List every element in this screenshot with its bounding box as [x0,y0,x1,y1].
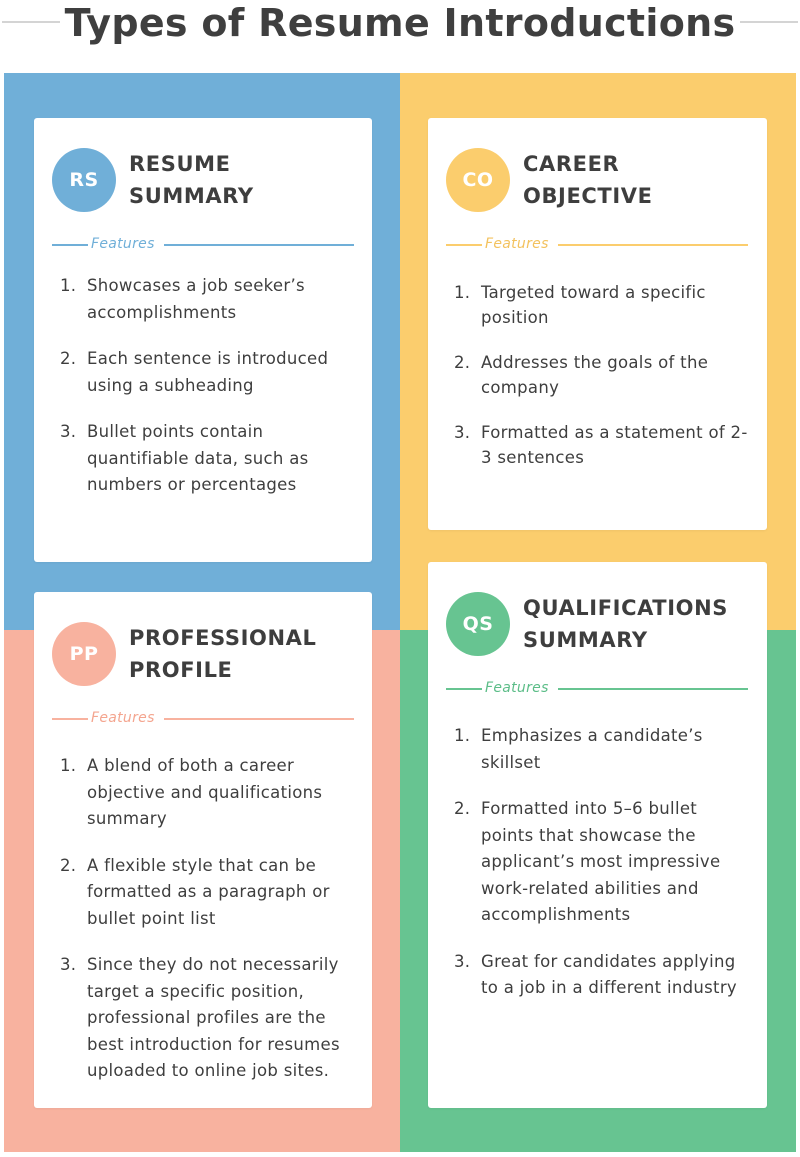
title-divider-right [740,21,798,23]
features-label: Features [91,236,155,252]
list-item [450,949,755,1002]
list-item-text: Showcases a job seeker’s accomplishments [87,276,305,322]
qualifications-summary-features-divider [446,680,748,696]
list-item [450,723,755,776]
qualifications-summary-badge: QS [446,592,510,656]
list-item [450,420,750,470]
qualifications-summary-feature-list [450,723,755,1022]
card-resume-summary [34,118,372,562]
features-line-right [164,244,354,246]
list-item [56,753,361,833]
list-item-text: A flexible style that can be formatted as a paragraph or bullet point list [87,855,330,928]
career-objective-features-divider [446,236,748,252]
career-objective-badge: CO [446,148,510,212]
header [0,0,800,54]
list-item-number: 1. [454,726,471,745]
features-line-left [52,244,88,246]
list-item-number: 2. [60,855,77,875]
resume-summary-title: RESUME SUMMARY [129,152,254,208]
page-title: Types of Resume Introductions [64,1,736,45]
list-item-number: 3. [454,423,471,442]
list-item-text: Since they do not necessarily target a specific position, professional profiles are the best introduction for resumes uploaded to online job sites. [87,955,340,1080]
professional-profile-features-divider [52,710,354,726]
list-item [450,796,755,929]
list-item-number: 1. [454,283,471,302]
title-divider-left [2,21,60,23]
list-item-text: Formatted into 5–6 bullet points that showcase the applicant’s most impressive work-related abilities and accomplishments [481,799,721,924]
resume-summary-feature-list [56,273,356,519]
list-item [56,419,356,499]
list-item-text: Emphasizes a candidate’s skillset [481,726,703,772]
features-label: Features [485,236,549,252]
list-item-number: 2. [454,353,471,372]
list-item [56,273,356,326]
resume-summary-badge: RS [52,148,116,212]
card-career-objective [428,118,767,530]
list-item-number: 1. [60,276,77,295]
list-item-number: 3. [60,422,77,441]
list-item-text: Great for candidates applying to a job in a different industry [481,951,737,997]
list-item-text: Formatted as a statement of 2-3 sentences [481,423,748,467]
qualifications-summary-title: QUALIFICATIONS SUMMARY [523,596,728,652]
features-line-left [446,244,482,246]
list-item-text: Bullet points contain quantifiable data, such as numbers or percentages [87,422,309,494]
features-line-left [446,688,482,690]
features-label: Features [91,710,155,726]
list-item-text: Addresses the goals of the company [481,353,709,397]
list-item-number: 3. [454,951,471,971]
features-line-left [52,718,88,720]
professional-profile-feature-list [56,753,361,1105]
list-item [450,280,750,330]
list-item-number: 3. [60,955,77,974]
professional-profile-badge: PP [52,622,116,686]
list-item [56,346,356,399]
list-item-number: 1. [60,756,77,775]
features-line-right [164,718,354,720]
features-line-right [558,688,748,690]
list-item-number: 2. [60,349,77,368]
list-item [56,952,361,1085]
list-item-number: 2. [454,799,471,818]
list-item-text: Each sentence is introduced using a subheading [87,349,329,395]
career-objective-title: CAREER OBJECTIVE [523,152,653,208]
professional-profile-title: PROFESSIONAL PROFILE [129,626,317,682]
card-professional-profile [34,592,372,1108]
list-item-text: A blend of both a career objective and qualifications summary [87,756,323,828]
features-line-right [558,244,748,246]
list-item [56,853,361,933]
list-item [450,350,750,400]
resume-summary-features-divider [52,236,354,252]
features-label: Features [485,680,549,696]
card-qualifications-summary [428,562,767,1108]
list-item-text: Targeted toward a specific position [481,283,706,327]
career-objective-feature-list [450,280,750,490]
